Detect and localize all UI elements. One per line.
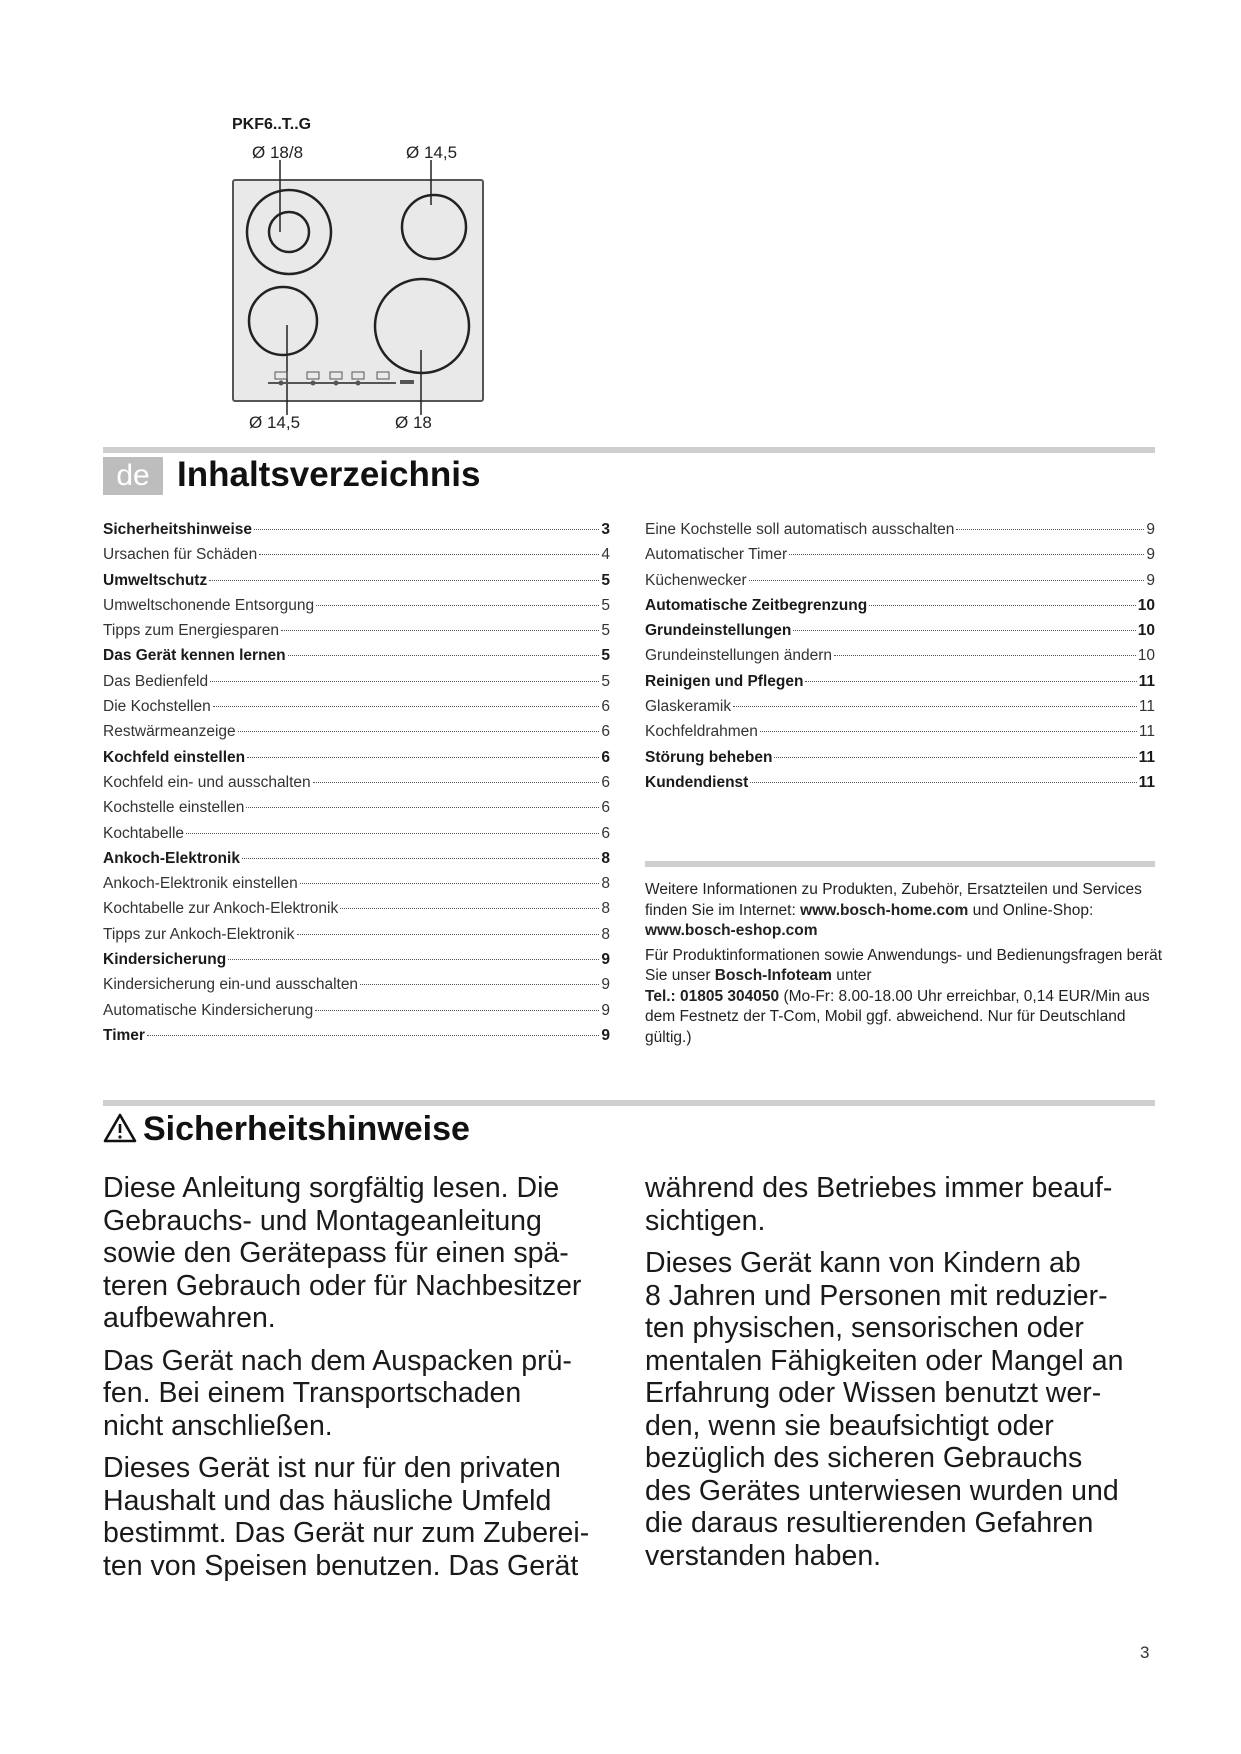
toc-entry[interactable] — [645, 774, 1155, 799]
safety-paragraph: Das Gerät nach dem Auspacken prü- fen. Bei einem Transportschaden nicht anschließen. — [103, 1344, 572, 1442]
toc-entry[interactable] — [645, 647, 1155, 672]
toc-entry-page: 9 — [601, 951, 610, 969]
toc-entry-page: 5 — [601, 672, 610, 690]
toc-entry-title: Grundeinstellungen ändern — [645, 647, 832, 665]
toc-leader-dots — [750, 782, 1136, 783]
toc-entry[interactable] — [103, 647, 610, 672]
toc-entry-page: 6 — [601, 723, 610, 741]
toc-entry[interactable] — [103, 698, 610, 723]
toc-entry-page: 6 — [601, 824, 610, 842]
toc-leader-dots — [313, 782, 600, 783]
toc-entry[interactable] — [103, 622, 610, 647]
toc-entry-title: Kindersicherung ein-und ausschalten — [103, 976, 359, 994]
toc-entry-title: Ankoch-Elektronik einstellen — [103, 875, 298, 893]
toc-leader-dots — [281, 630, 599, 631]
toc-entry-page: 5 — [601, 622, 610, 640]
toc-entry[interactable] — [103, 1027, 610, 1052]
toc-leader-dots — [288, 655, 600, 656]
hotline-number: Tel.: 01805 304050 — [645, 987, 780, 1005]
toc-entry[interactable] — [103, 673, 610, 698]
safety-right-column — [645, 1172, 1165, 1582]
toc-entry-page: 9 — [601, 1026, 610, 1044]
warning-triangle-icon — [103, 1113, 137, 1143]
toc-leader-dots — [228, 959, 599, 960]
toc-entry-title: Das Gerät kennen lernen — [103, 647, 286, 665]
toc-entry[interactable] — [103, 825, 610, 850]
toc-entry-page: 11 — [1138, 698, 1155, 716]
toc-entry-title: Das Bedienfeld — [103, 672, 209, 690]
toc-entry-title: Reinigen und Pflegen — [645, 672, 804, 690]
safety-paragraph: Diese Anleitung sorgfältig lesen. Die Gebrauchs- und Montageanleitung sowie den Gerätepass für einen spä- teren Gebrauch oder für Nachbesitzer aufbewahren. — [103, 1172, 582, 1334]
infoteam-name: Bosch-Infoteam — [714, 967, 832, 984]
toc-leader-dots — [793, 630, 1135, 631]
safety-heading — [103, 1110, 470, 1149]
toc-leader-dots — [789, 554, 1144, 555]
toc-leader-dots — [869, 605, 1136, 606]
toc-leader-dots — [242, 858, 599, 859]
toc-entry[interactable] — [645, 546, 1155, 571]
toc-entry[interactable] — [103, 749, 610, 774]
toc-entry-title: Tipps zur Ankoch-Elektronik — [103, 925, 295, 943]
toc-entry-page: 11 — [1138, 773, 1155, 791]
toc-entry-title: Restwärmeanzeige — [103, 723, 236, 741]
toc-leader-dots — [360, 984, 599, 985]
toc-entry-page: 4 — [601, 546, 610, 564]
toc-entry-title: Automatische Zeitbegrenzung — [645, 596, 868, 614]
link-bosch-home[interactable]: www.bosch-home.com — [800, 901, 969, 919]
toc-leader-dots — [209, 580, 599, 581]
toc-entry[interactable] — [103, 976, 610, 1001]
toc-entry-title: Tipps zum Energiesparen — [103, 622, 280, 640]
toc-entry[interactable] — [103, 1002, 610, 1027]
toc-entry[interactable] — [103, 521, 610, 546]
safety-paragraph: Dieses Gerät kann von Kindern ab 8 Jahren und Personen mit reduzier- ten physischen, sensorischen oder mentalen Fähigkeiten oder Mangel an Erfahrung oder Wissen benutzt wer- den, wenn sie beaufsichtigt oder bezüglich des sicheren Gebrauchs des Gerätes unterwiesen wurden und die daraus resultierenden Gefahren verstanden haben. — [645, 1247, 1124, 1572]
toc-leader-dots — [238, 731, 600, 732]
link-bosch-eshop[interactable]: www.bosch-eshop.com — [645, 922, 818, 939]
toc-entry-page: 9 — [1146, 521, 1155, 538]
diameter-label-top-left: Ø 18/8 — [252, 143, 304, 162]
toc-entry-page: 6 — [601, 773, 610, 791]
toc-entry[interactable] — [103, 546, 610, 571]
toc-entry-page: 9 — [1146, 546, 1155, 564]
toc-entry-page: 8 — [601, 875, 610, 893]
safety-paragraph: während des Betriebes immer beauf- sichtigen. — [645, 1172, 1113, 1237]
language-badge: de — [103, 457, 163, 495]
toc-entry[interactable] — [645, 673, 1155, 698]
toc-entry[interactable] — [103, 597, 610, 622]
diameter-label-bottom-left: Ø 14,5 — [249, 413, 301, 432]
toc-left-column — [103, 521, 610, 1052]
toc-leader-dots — [749, 580, 1145, 581]
toc-entry-page: 3 — [601, 521, 610, 538]
toc-entry-page: 11 — [1138, 723, 1155, 741]
diameter-label-top-right: Ø 14,5 — [406, 143, 458, 162]
toc-entry-title: Kochfeld ein- und ausschalten — [103, 773, 311, 791]
toc-leader-dots — [259, 554, 599, 555]
toc-entry[interactable] — [645, 597, 1155, 622]
toc-entry-title: Umweltschonende Entsorgung — [103, 596, 315, 614]
toc-leader-dots — [340, 908, 599, 909]
toc-leader-dots — [300, 883, 600, 884]
toc-leader-dots — [297, 934, 600, 935]
toc-leader-dots — [733, 706, 1137, 707]
toc-entry-page: 5 — [601, 596, 610, 614]
toc-leader-dots — [956, 529, 1144, 530]
toc-entry-title: Sicherheitshinweise — [103, 521, 253, 538]
toc-entry-page: 8 — [601, 849, 610, 867]
toc-entry-page: 9 — [1146, 571, 1155, 589]
safety-paragraph: Dieses Gerät ist nur für den privaten Haushalt und das häusliche Umfeld bestimmt. Das Gerät nur zum Zuberei- ten von Speisen benutzen. Das Gerät — [103, 1452, 590, 1582]
toc-entry-title: Grundeinstellungen — [645, 622, 792, 640]
toc-entry-title: Timer — [103, 1026, 145, 1044]
toc-entry[interactable] — [645, 521, 1155, 546]
toc-leader-dots — [186, 833, 599, 834]
toc-entry-title: Kochstelle einstellen — [103, 799, 245, 817]
toc-entry-page: 6 — [601, 748, 610, 766]
toc-leader-dots — [213, 706, 600, 707]
info-paragraph-hotline: Für Produktinformationen sowie Anwendungs- und Bedienungsfragen berät Sie unser Bosch-Infoteam unter Tel.: 01805 304050 (Mo-Fr: 8.00-18.00 Uhr erreichbar, 0,14 EUR/Min aus dem Festnetz der T-Com, Mobil ggf. abweichend. Nur für Deutschland gültig.) — [645, 946, 1162, 1046]
toc-entry-page: 10 — [1137, 622, 1155, 640]
model-label: PKF6..T..G — [232, 116, 312, 133]
toc-entry-title: Umweltschutz — [103, 571, 208, 589]
toc-leader-dots — [147, 1035, 599, 1036]
toc-leader-dots — [246, 807, 599, 808]
safety-title: Sicherheitshinweise — [143, 1110, 470, 1148]
toc-right-column — [645, 521, 1155, 799]
toc-leader-dots — [254, 529, 599, 530]
toc-entry[interactable] — [103, 875, 610, 900]
toc-leader-dots — [316, 605, 599, 606]
toc-leader-dots — [210, 681, 599, 682]
hob-diagram — [225, 150, 515, 420]
info-paragraph-web: Weitere Informationen zu Produkten, Zubehör, Ersatzteilen und Services finden Sie im Internet: www.bosch-home.com und Online-Shop: www.bosch-eshop.com — [645, 881, 1142, 939]
section-rule — [103, 447, 1155, 453]
toc-leader-dots — [247, 757, 599, 758]
toc-entry-title: Kindersicherung — [103, 951, 227, 969]
toc-entry-title: Kochtabelle zur Ankoch-Elektronik — [103, 900, 339, 918]
toc-entry[interactable] — [103, 774, 610, 799]
toc-entry[interactable] — [103, 799, 610, 824]
toc-entry-page: 5 — [601, 647, 610, 665]
toc-entry-page: 9 — [601, 976, 610, 994]
toc-entry[interactable] — [103, 900, 610, 925]
toc-title: Inhaltsverzeichnis — [177, 455, 481, 494]
toc-entry[interactable] — [103, 572, 610, 597]
diameter-label-bottom-right: Ø 18 — [395, 413, 432, 432]
info-rule — [645, 861, 1155, 867]
toc-entry-page: 8 — [601, 925, 610, 943]
safety-left-column — [103, 1172, 623, 1592]
toc-entry-title: Ursachen für Schäden — [103, 546, 258, 564]
toc-entry-title: Ankoch-Elektronik — [103, 849, 240, 867]
toc-entry-title: Automatische Kindersicherung — [103, 1001, 314, 1019]
toc-leader-dots — [774, 757, 1136, 758]
toc-entry-page: 8 — [601, 900, 610, 918]
toc-entry[interactable] — [103, 723, 610, 748]
toc-entry-title: Automatischer Timer — [645, 546, 788, 564]
toc-leader-dots — [834, 655, 1136, 656]
page-number: 3 — [1140, 1643, 1150, 1662]
toc-entry-page: 11 — [1138, 748, 1155, 766]
toc-entry-page: 11 — [1138, 672, 1155, 690]
toc-entry[interactable] — [645, 723, 1155, 748]
toc-entry-title: Die Kochstellen — [103, 698, 211, 716]
toc-entry-title: Kochtabelle — [103, 824, 185, 842]
toc-entry[interactable] — [103, 850, 610, 875]
toc-entry-title: Kundendienst — [645, 773, 749, 791]
toc-entry-page: 9 — [601, 1001, 610, 1019]
toc-entry-page: 10 — [1137, 596, 1155, 614]
toc-entry-title: Eine Kochstelle soll automatisch ausschalten — [645, 521, 955, 538]
toc-entry[interactable] — [645, 572, 1155, 597]
toc-entry[interactable] — [103, 926, 610, 951]
toc-entry-page: 5 — [601, 571, 610, 589]
toc-entry-page: 10 — [1137, 647, 1155, 665]
toc-entry[interactable] — [645, 698, 1155, 723]
toc-entry-title: Glaskeramik — [645, 698, 732, 716]
toc-entry[interactable] — [103, 951, 610, 976]
toc-entry-title: Störung beheben — [645, 748, 773, 766]
toc-leader-dots — [760, 731, 1137, 732]
toc-entry[interactable] — [645, 622, 1155, 647]
toc-leader-dots — [315, 1010, 599, 1011]
toc-leader-dots — [805, 681, 1136, 682]
toc-entry-title: Kochfeld einstellen — [103, 748, 246, 766]
toc-entry[interactable] — [645, 749, 1155, 774]
toc-entry-page: 6 — [601, 799, 610, 817]
info-block — [645, 880, 1165, 1052]
toc-entry-page: 6 — [601, 698, 610, 716]
toc-entry-title: Küchenwecker — [645, 571, 747, 589]
toc-entry-title: Kochfeldrahmen — [645, 723, 758, 741]
safety-rule — [103, 1100, 1155, 1106]
